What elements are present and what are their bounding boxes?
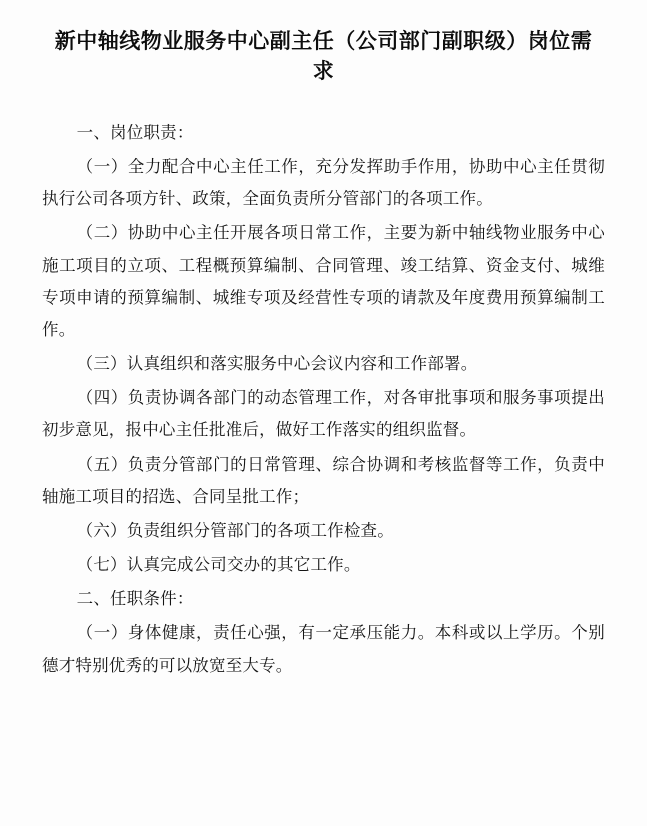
- duty-item-5: （五）负责分管部门的日常管理、综合协调和考核监督等工作，负责中轴施工项目的招选、合同呈批工作；: [42, 454, 605, 506]
- duty-item-1: （一）全力配合中心主任工作，充分发挥助手作用，协助中心主任贯彻执行公司各项方针、政策，全面负责所分管部门的各项工作。: [42, 157, 605, 209]
- duty-item-3: （三）认真组织和落实服务中心会议内容和工作部署。: [76, 354, 478, 374]
- section-heading-requirements: 二、任职条件：: [76, 589, 194, 609]
- duty-item-7: （七）认真完成公司交办的其它工作。: [76, 555, 361, 575]
- duty-item-4: （四）负责协调各部门的动态管理工作，对各审批事项和服务事项提出初步意见，报中心主任批准后，做好工作落实的组织监督。: [42, 388, 605, 440]
- requirement-item-1: （一）身体健康，责任心强，有一定承压能力。本科或以上学历。个别德才特别优秀的可以放宽至大专。: [42, 623, 605, 675]
- duty-item-6: （六）负责组织分管部门的各项工作检查。: [76, 520, 394, 540]
- duty-item-2: （二）协助中心主任开展各项日常工作，主要为新中轴线物业服务中心施工项目的立项、工程概预算编制、合同管理、竣工结算、资金支付、城维专项申请的预算编制、城维专项及经营性专项的请款及年度费用预算编制工作。: [42, 223, 605, 339]
- section-heading-duties: 一、岗位职责：: [76, 122, 194, 142]
- document-body: [42, 117, 605, 682]
- page-title: 新中轴线物业服务中心副主任（公司部门副职级）岗位需求: [54, 28, 593, 84]
